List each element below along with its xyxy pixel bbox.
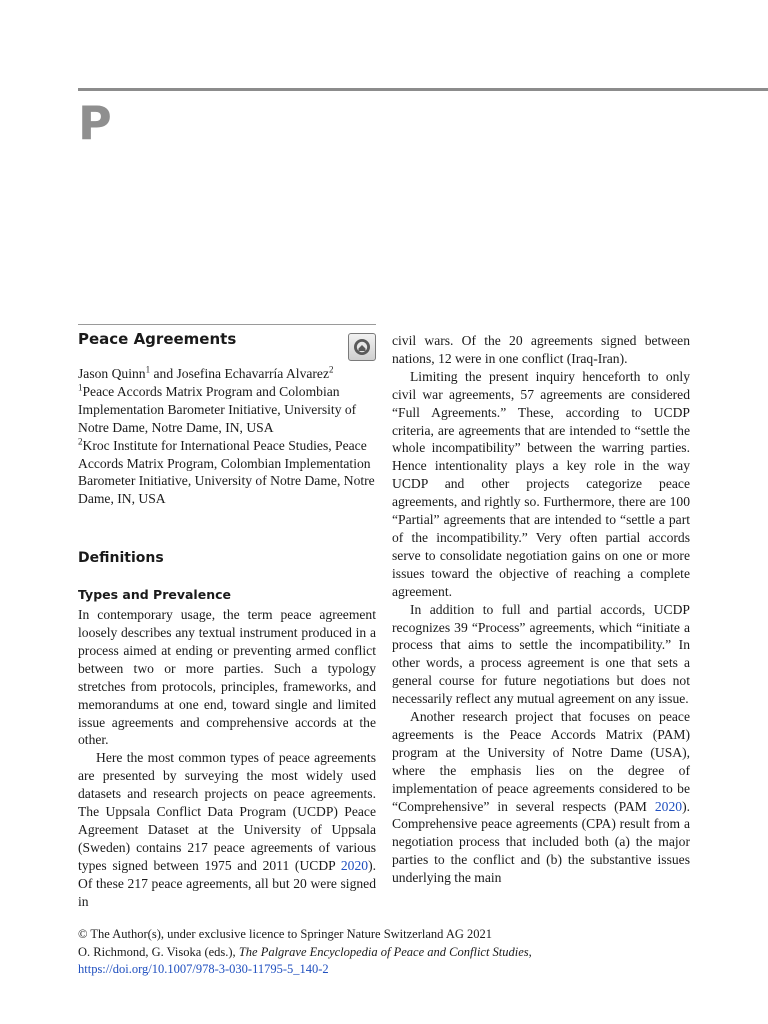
section-letter: P	[78, 96, 112, 150]
author-1: Jason Quinn	[78, 366, 146, 381]
affiliation-1-sup: 1	[78, 382, 83, 393]
check-for-updates-button[interactable]	[348, 333, 376, 361]
affiliation-1-text: Peace Accords Matrix Program and Colombian Implementation Barometer Initiative, University of Notre Dame, Notre Dame, IN, USA	[78, 383, 357, 435]
right-paragraph-3: In addition to full and partial accords, UCDP recognizes 39 “Process” agreements, which “initiate a process that aims to settle the incompatibility.” In other words, a process agreement is one that sets a general course for future negotiations but does not necessarily reflect any mutual agreement on any issue.	[392, 601, 690, 707]
left-paragraph-1: In contemporary usage, the term peace agreement loosely describes any textual instrument produced in a process aimed at ending or preventing armed conflict between two or more parties. Such a typology stretches from protocols, principles, frameworks, and memorandums at one end, toward single and limited issue agreements and comprehensive accords at the other.	[78, 607, 376, 748]
definitions-heading: Definitions	[78, 550, 164, 567]
affiliation-2-text: Kroc Institute for International Peace Studies, Peace Accords Matrix Program, Colombian Implementation Barometer Initiative, University of Notre Dame, Notre Dame, IN, USA	[78, 437, 375, 507]
book-suffix: ,	[528, 944, 532, 959]
right-paragraph-4	[392, 708, 690, 887]
editors-text: O. Richmond, G. Visoka (eds.),	[78, 944, 239, 959]
types-heading: Types and Prevalence	[78, 587, 231, 603]
page-footer	[78, 926, 698, 979]
book-title: The Palgrave Encyclopedia of Peace and Conflict Studies	[238, 944, 529, 959]
left-column	[78, 324, 376, 910]
pam-citation-link[interactable]: 2020	[654, 798, 683, 814]
title-row	[78, 325, 376, 365]
left-paragraph-2-a: Here the most common types of peace agreements are presented by surveying the most widely used datasets and research projects on peace agreements. The Uppsala Conflict Data Program (UCDP) Peace Agreement Dataset at the University of Uppsala (Sweden) contains 217 peace agreements of various types signed between 1975 and 2011 (UCDP	[78, 750, 376, 873]
right-paragraph-2: Limiting the present inquiry henceforth to only civil war agreements, 57 agreements are considered “Full Agreements.” These, according to UCDP criteria, are agreements that are intended to “settle the whole incompatibility” between the warring parties. Hence intentionality plays a key role in the way UCDP and other projects categorize peace agreements, and rightly so. Furthermore, there are 100 “Partial” agreements that are intended to “settle a part of the incompatibility.” Very often partial accords serve to consolidate negotiation gains on one or more issues toward the objective of reaching a complete agreement.	[392, 368, 690, 599]
right-paragraph-1: civil wars. Of the 20 agreements signed between nations, 12 were in one conflict (Iraq-Iran).	[392, 333, 690, 366]
affiliation-2	[78, 437, 376, 509]
article-title: Peace Agreements	[78, 330, 237, 348]
author-line	[78, 365, 376, 383]
check-for-updates-icon	[352, 337, 372, 357]
header-rule	[78, 88, 768, 91]
left-paragraph-2	[78, 749, 376, 910]
author-join: and Josefina Echavarría Alvarez	[150, 366, 329, 381]
copyright-line: © The Author(s), under exclusive licence to Springer Nature Switzerland AG 2021	[78, 927, 493, 941]
doi-link[interactable]: https://doi.org/10.1007/978-3-030-11795-5_140-2	[78, 962, 329, 976]
author-2-sup: 2	[329, 364, 334, 375]
author-1-sup: 1	[145, 364, 151, 375]
ucdp-citation-link[interactable]: 2020	[340, 857, 369, 873]
citation-line	[78, 944, 698, 962]
right-column	[392, 332, 690, 887]
left-paragraph-2-b: ). Of these 217 peace agreements, all but 20 were signed in	[78, 857, 376, 909]
affiliation-2-sup: 2	[78, 436, 83, 447]
right-paragraph-4-a: Another research project that focuses on peace agreements is the Peace Accords Matrix (PAM) program at the University of Notre Dame (USA), where the emphasis lies on the degree of implementation of peace agreements considered to be “Comprehensive” in several respects (PAM	[392, 709, 690, 814]
affiliation-1	[78, 383, 376, 437]
right-paragraph-4-b: ). Comprehensive peace agreements (CPA) result from a negotiation process that included both (a) the major parties to the conflict and (b) the substantive issues underlying the main	[392, 798, 690, 886]
